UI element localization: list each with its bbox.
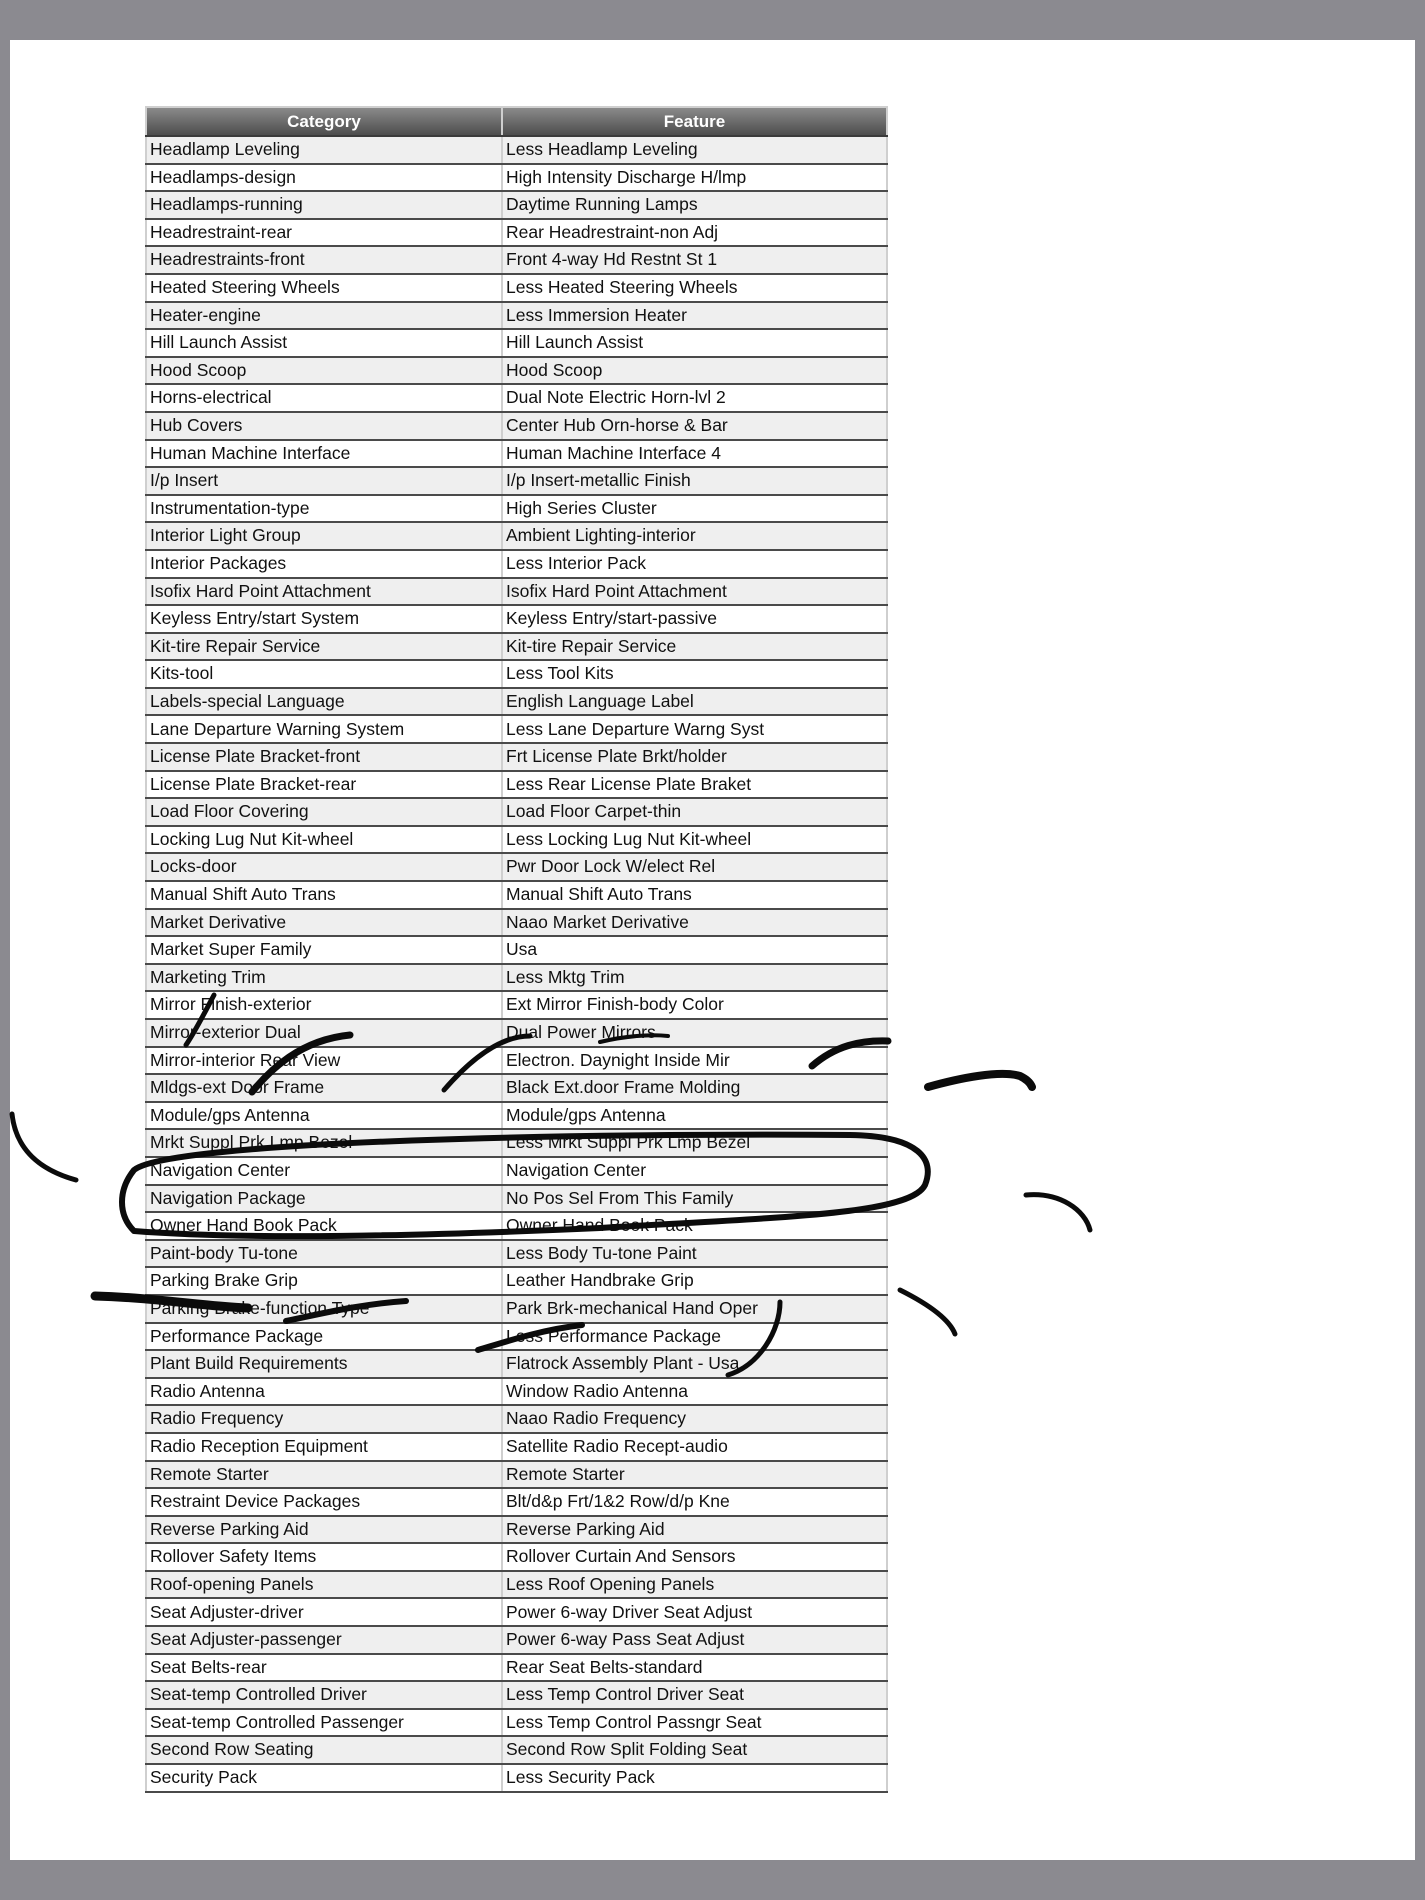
feature-cell: Isofix Hard Point Attachment [502,578,887,606]
feature-cell: Less Immersion Heater [502,302,887,330]
feature-cell: Less Rear License Plate Braket [502,771,887,799]
table-row [146,688,887,716]
table-row [146,633,887,661]
feature-cell: Less Tool Kits [502,660,887,688]
category-cell: Plant Build Requirements [146,1350,502,1378]
feature-cell: Window Radio Antenna [502,1378,887,1406]
category-cell: Headlamps-running [146,191,502,219]
feature-cell: Second Row Split Folding Seat [502,1736,887,1764]
category-cell: Keyless Entry/start System [146,605,502,633]
category-cell: Module/gps Antenna [146,1102,502,1130]
feature-cell: High Series Cluster [502,495,887,523]
table-row [146,136,887,164]
table-row [146,1516,887,1544]
table-row [146,881,887,909]
category-cell: Second Row Seating [146,1736,502,1764]
feature-cell: Less Mktg Trim [502,964,887,992]
feature-cell: Less Mrkt Suppl Prk Lmp Bezel [502,1129,887,1157]
table-row [146,1654,887,1682]
feature-cell: Module/gps Antenna [502,1102,887,1130]
category-cell: License Plate Bracket-front [146,743,502,771]
table-row [146,771,887,799]
table-row [146,191,887,219]
feature-cell: Load Floor Carpet-thin [502,798,887,826]
category-cell: Radio Frequency [146,1405,502,1433]
table-row [146,1598,887,1626]
table-body [146,136,887,1792]
table-row [146,798,887,826]
feature-cell: Navigation Center [502,1157,887,1185]
feature-cell: Keyless Entry/start-passive [502,605,887,633]
category-cell: Remote Starter [146,1461,502,1489]
table-row [146,1240,887,1268]
feature-cell: Naao Market Derivative [502,909,887,937]
category-cell: Lane Departure Warning System [146,715,502,743]
category-cell: Radio Antenna [146,1378,502,1406]
category-cell: Hub Covers [146,412,502,440]
feature-cell: Remote Starter [502,1461,887,1489]
table-row [146,1461,887,1489]
category-cell: Isofix Hard Point Attachment [146,578,502,606]
feature-cell: Human Machine Interface 4 [502,440,887,468]
category-cell: Headlamps-design [146,164,502,192]
feature-cell: Less Roof Opening Panels [502,1571,887,1599]
feature-cell: Blt/d&p Frt/1&2 Row/d/p Kne [502,1488,887,1516]
table-row [146,467,887,495]
feature-cell: Less Locking Lug Nut Kit-wheel [502,826,887,854]
table-row [146,164,887,192]
table-row [146,274,887,302]
feature-table [145,106,888,1793]
category-cell: Rollover Safety Items [146,1543,502,1571]
table-row [146,1405,887,1433]
feature-cell: Kit-tire Repair Service [502,633,887,661]
table-row [146,1764,887,1792]
category-cell: Owner Hand Book Pack [146,1212,502,1240]
table-row [146,1709,887,1737]
category-cell: Heated Steering Wheels [146,274,502,302]
feature-cell: Less Headlamp Leveling [502,136,887,164]
table-row [146,1295,887,1323]
table-row [146,1102,887,1130]
table-row [146,219,887,247]
category-cell: Interior Light Group [146,522,502,550]
feature-cell: Daytime Running Lamps [502,191,887,219]
category-cell: Labels-special Language [146,688,502,716]
table-row [146,1047,887,1075]
table-row [146,1543,887,1571]
feature-cell: Dual Note Electric Horn-lvl 2 [502,384,887,412]
category-cell: Seat Adjuster-passenger [146,1626,502,1654]
table-row [146,1571,887,1599]
category-cell: Restraint Device Packages [146,1488,502,1516]
table-header-row [146,107,887,136]
feature-cell: Electron. Daynight Inside Mir [502,1047,887,1075]
feature-cell: Park Brk-mechanical Hand Oper [502,1295,887,1323]
table-row [146,909,887,937]
table-row [146,964,887,992]
feature-table-container [145,106,886,1793]
feature-cell: Hood Scoop [502,357,887,385]
feature-cell: Reverse Parking Aid [502,1516,887,1544]
category-cell: Radio Reception Equipment [146,1433,502,1461]
feature-cell: Rear Headrestraint-non Adj [502,219,887,247]
category-cell: Parking Brake-function Type [146,1295,502,1323]
category-cell: Instrumentation-type [146,495,502,523]
table-row [146,1074,887,1102]
category-cell: License Plate Bracket-rear [146,771,502,799]
table-row [146,384,887,412]
category-cell: Kits-tool [146,660,502,688]
category-cell: Headlamp Leveling [146,136,502,164]
document-page [10,40,1415,1860]
table-row [146,357,887,385]
category-cell: Navigation Center [146,1157,502,1185]
table-row [146,495,887,523]
feature-cell: Ext Mirror Finish-body Color [502,991,887,1019]
table-row [146,302,887,330]
feature-cell: Manual Shift Auto Trans [502,881,887,909]
feature-cell: Rollover Curtain And Sensors [502,1543,887,1571]
table-row [146,936,887,964]
feature-cell: Dual Power Mirrors [502,1019,887,1047]
feature-cell: Hill Launch Assist [502,329,887,357]
table-row [146,1157,887,1185]
category-cell: Heater-engine [146,302,502,330]
table-row [146,1323,887,1351]
table-row [146,853,887,881]
category-cell: Locks-door [146,853,502,881]
category-cell: Hood Scoop [146,357,502,385]
table-row [146,578,887,606]
feature-cell: Satellite Radio Recept-audio [502,1433,887,1461]
feature-cell: Flatrock Assembly Plant - Usa [502,1350,887,1378]
feature-cell: Power 6-way Driver Seat Adjust [502,1598,887,1626]
feature-cell: Black Ext.door Frame Molding [502,1074,887,1102]
feature-cell: Power 6-way Pass Seat Adjust [502,1626,887,1654]
feature-cell: Less Body Tu-tone Paint [502,1240,887,1268]
feature-cell: Less Interior Pack [502,550,887,578]
category-cell: Load Floor Covering [146,798,502,826]
table-row [146,1212,887,1240]
table-row [146,1185,887,1213]
table-row [146,329,887,357]
table-row [146,1488,887,1516]
feature-cell: Less Lane Departure Warng Syst [502,715,887,743]
feature-cell: English Language Label [502,688,887,716]
category-cell: Paint-body Tu-tone [146,1240,502,1268]
category-cell: Performance Package [146,1323,502,1351]
category-cell: Market Super Family [146,936,502,964]
category-cell: Seat-temp Controlled Passenger [146,1709,502,1737]
feature-cell: Rear Seat Belts-standard [502,1654,887,1682]
category-cell: Navigation Package [146,1185,502,1213]
table-row [146,991,887,1019]
table-row [146,605,887,633]
feature-cell: Ambient Lighting-interior [502,522,887,550]
feature-cell: High Intensity Discharge H/lmp [502,164,887,192]
category-cell: Mirror Finish-exterior [146,991,502,1019]
category-cell: Mirror-interior Rear View [146,1047,502,1075]
category-cell: Market Derivative [146,909,502,937]
table-row [146,440,887,468]
table-row [146,715,887,743]
table-row [146,1681,887,1709]
feature-cell: Frt License Plate Brkt/holder [502,743,887,771]
category-column-header: Category [146,107,502,136]
table-row [146,660,887,688]
feature-column-header: Feature [502,107,887,136]
category-cell: Mirror-exterior Dual [146,1019,502,1047]
feature-cell: Leather Handbrake Grip [502,1267,887,1295]
feature-cell: Center Hub Orn-horse & Bar [502,412,887,440]
category-cell: Marketing Trim [146,964,502,992]
table-row [146,743,887,771]
feature-cell: Naao Radio Frequency [502,1405,887,1433]
feature-cell: Pwr Door Lock W/elect Rel [502,853,887,881]
table-row [146,550,887,578]
table-row [146,1129,887,1157]
table-row [146,1350,887,1378]
feature-cell: Less Performance Package [502,1323,887,1351]
category-cell: Roof-opening Panels [146,1571,502,1599]
category-cell: Mrkt Suppl Prk Lmp Bezel [146,1129,502,1157]
category-cell: Interior Packages [146,550,502,578]
table-row [146,412,887,440]
category-cell: Horns-electrical [146,384,502,412]
category-cell: Headrestraint-rear [146,219,502,247]
category-cell: Seat Adjuster-driver [146,1598,502,1626]
feature-cell: Front 4-way Hd Restnt St 1 [502,246,887,274]
feature-cell: Less Heated Steering Wheels [502,274,887,302]
table-row [146,1736,887,1764]
feature-cell: No Pos Sel From This Family [502,1185,887,1213]
category-cell: Seat Belts-rear [146,1654,502,1682]
category-cell: Mldgs-ext Door Frame [146,1074,502,1102]
category-cell: Human Machine Interface [146,440,502,468]
feature-cell: Less Security Pack [502,1764,887,1792]
category-cell: Kit-tire Repair Service [146,633,502,661]
category-cell: Reverse Parking Aid [146,1516,502,1544]
table-row [146,522,887,550]
category-cell: Hill Launch Assist [146,329,502,357]
table-row [146,246,887,274]
table-row [146,1433,887,1461]
feature-cell: I/p Insert-metallic Finish [502,467,887,495]
category-cell: Manual Shift Auto Trans [146,881,502,909]
feature-cell: Less Temp Control Driver Seat [502,1681,887,1709]
feature-cell: Owner Hand Book Pack [502,1212,887,1240]
table-row [146,1267,887,1295]
category-cell: Headrestraints-front [146,246,502,274]
category-cell: I/p Insert [146,467,502,495]
table-row [146,826,887,854]
category-cell: Locking Lug Nut Kit-wheel [146,826,502,854]
category-cell: Parking Brake Grip [146,1267,502,1295]
table-row [146,1378,887,1406]
category-cell: Seat-temp Controlled Driver [146,1681,502,1709]
table-row [146,1626,887,1654]
feature-cell: Less Temp Control Passngr Seat [502,1709,887,1737]
category-cell: Security Pack [146,1764,502,1792]
table-row [146,1019,887,1047]
feature-cell: Usa [502,936,887,964]
